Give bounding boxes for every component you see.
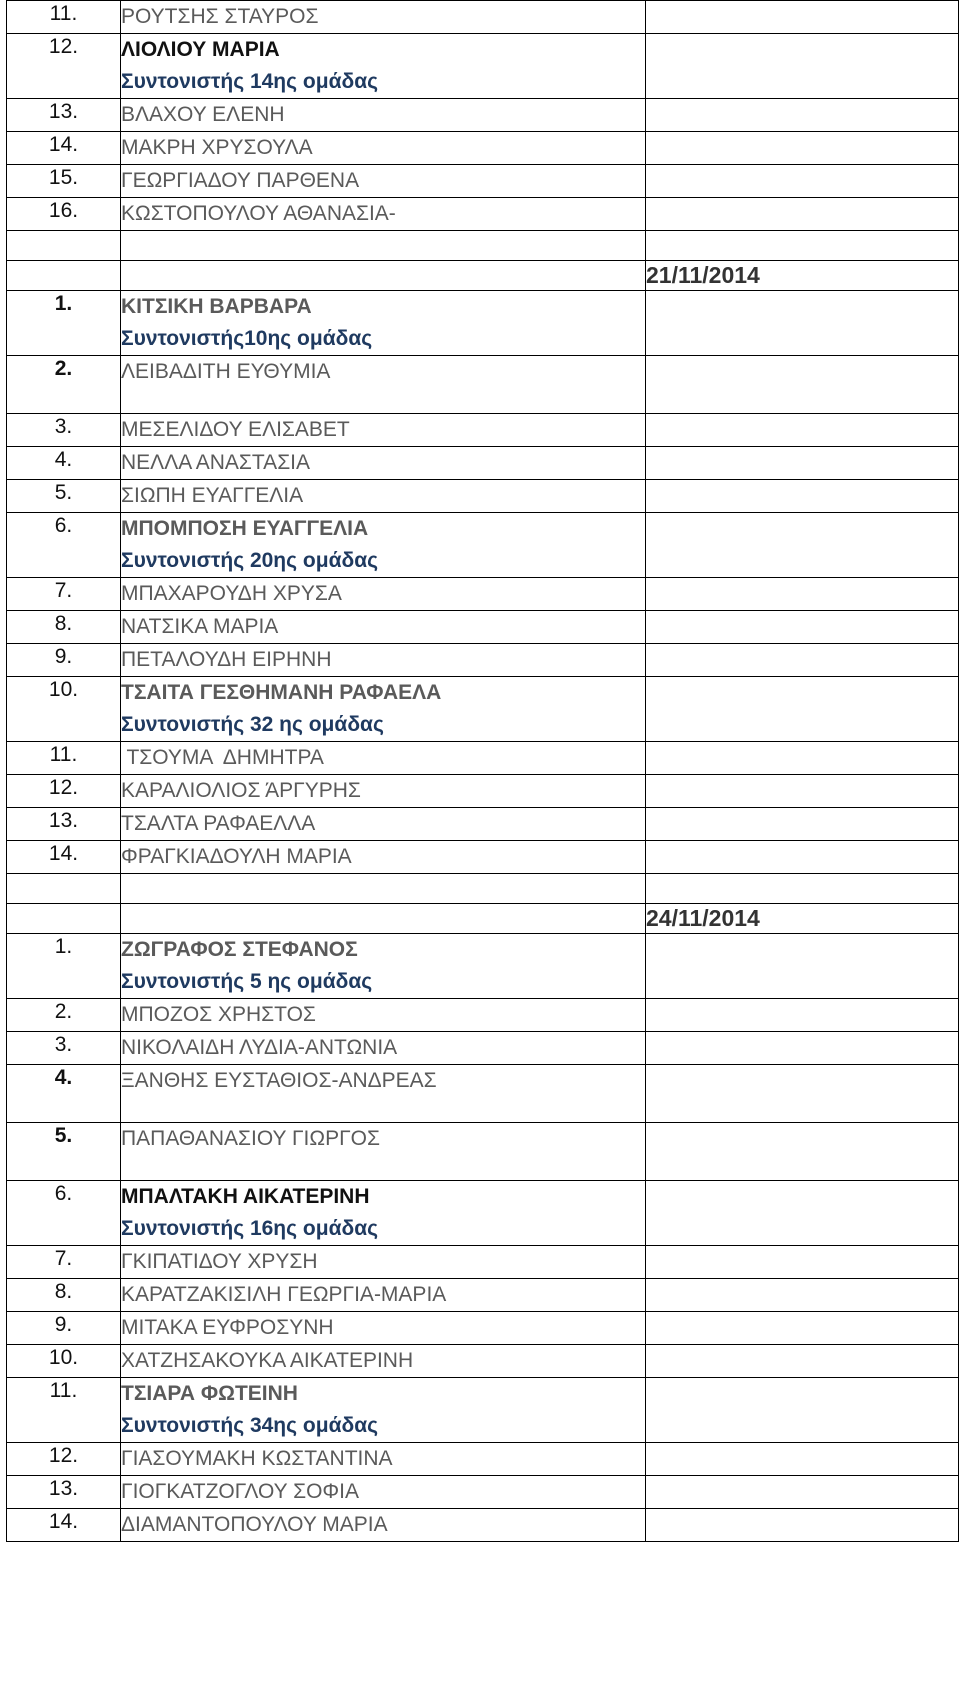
session-date: 21/11/2014 (646, 261, 959, 291)
date-cell (646, 1345, 959, 1378)
coordinator-label: Συντονιστής 20ης ομάδας (121, 549, 379, 572)
date-cell (646, 291, 959, 356)
table-row (7, 99, 959, 132)
row-number: 9. (7, 644, 121, 677)
coordinator-label: Συντονιστής 14ης ομάδας (121, 70, 379, 93)
table-row (7, 1312, 959, 1345)
date-cell (646, 1065, 959, 1123)
row-number: 7. (7, 1246, 121, 1279)
student-name: ΚΙΤΣΙΚΗ ΒΑΡΒΑΡΑ (121, 295, 312, 318)
table-row (7, 1443, 959, 1476)
row-number: 11. (7, 1378, 121, 1443)
row-number: 2. (7, 999, 121, 1032)
empty-cell (7, 231, 121, 261)
date-cell (646, 480, 959, 513)
row-number: 13. (7, 808, 121, 841)
session-date: 24/11/2014 (646, 904, 959, 934)
date-cell (646, 1032, 959, 1065)
student-name: ΤΣΟΥΜΑ ΔΗΜΗΤΡΑ (121, 746, 324, 769)
student-name: ΓΚΙΠΑΤΙΔΟΥ ΧΡΥΣΗ (121, 1250, 318, 1273)
row-number: 9. (7, 1312, 121, 1345)
table-row (7, 644, 959, 677)
row-number: 10. (7, 1345, 121, 1378)
date-cell (646, 1509, 959, 1542)
empty-cell (121, 231, 646, 261)
student-name: ΠΕΤΑΛΟΥΔΗ ΕΙΡΗΝΗ (121, 648, 332, 671)
date-cell (646, 1476, 959, 1509)
table-row (7, 513, 959, 578)
table-row (7, 1181, 959, 1246)
row-number: 13. (7, 99, 121, 132)
row-number: 8. (7, 611, 121, 644)
row-number: 11. (7, 1, 121, 34)
student-name: ΒΛΑΧΟΥ ΕΛΕΝΗ (121, 103, 285, 126)
row-number: 14. (7, 841, 121, 874)
table-row (7, 775, 959, 808)
table-row (7, 934, 959, 999)
row-number: 4. (7, 447, 121, 480)
table-row (7, 841, 959, 874)
table-row (7, 1345, 959, 1378)
row-number: 1. (7, 934, 121, 999)
student-name: ΜΠΟΜΠΟΣΗ ΕΥΑΓΓΕΛΙΑ (121, 517, 369, 540)
student-name: ΔΙΑΜΑΝΤΟΠΟΥΛΟΥ ΜΑΡΙΑ (121, 1513, 388, 1536)
spacer-row (7, 231, 959, 261)
student-list-table (6, 0, 959, 1542)
student-name: ΓΙΟΓΚΑΤΖΟΓΛΟΥ ΣΟΦΙΑ (121, 1480, 360, 1503)
table-row (7, 1246, 959, 1279)
empty-cell (7, 261, 121, 291)
row-number: 5. (7, 480, 121, 513)
date-cell (646, 841, 959, 874)
date-cell (646, 99, 959, 132)
student-name: ΣΙΩΠΗ ΕΥΑΓΓΕΛΙΑ (121, 484, 304, 507)
table-row (7, 611, 959, 644)
table-row (7, 165, 959, 198)
table-row (7, 291, 959, 356)
row-number: 13. (7, 1476, 121, 1509)
date-cell (646, 513, 959, 578)
empty-cell (121, 261, 646, 291)
student-name: ΤΣΑΛΤΑ ΡΑΦΑΕΛΛΑ (121, 812, 316, 835)
row-number: 5. (7, 1123, 121, 1181)
row-number: 14. (7, 1509, 121, 1542)
empty-cell (646, 874, 959, 904)
row-number: 8. (7, 1279, 121, 1312)
empty-cell (7, 904, 121, 934)
date-cell (646, 611, 959, 644)
date-cell (646, 198, 959, 231)
student-name: ΜΑΚΡΗ ΧΡΥΣΟΥΛΑ (121, 136, 313, 159)
date-cell (646, 775, 959, 808)
table-row (7, 414, 959, 447)
table-row (7, 447, 959, 480)
student-name: ΤΣΙΑΡΑ ΦΩΤΕΙΝΗ (121, 1382, 298, 1405)
table-row (7, 1279, 959, 1312)
row-number: 3. (7, 1032, 121, 1065)
row-number: 12. (7, 34, 121, 99)
student-name: ΝΙΚΟΛΑΙΔΗ ΛΥΔΙΑ-ΑΝΤΩΝΙΑ (121, 1036, 398, 1059)
student-name: ΜΕΣΕΛΙΔΟΥ ΕΛΙΣΑΒΕΤ (121, 418, 350, 441)
table-row (7, 1123, 959, 1181)
table-row (7, 1032, 959, 1065)
date-cell (646, 447, 959, 480)
row-number: 10. (7, 677, 121, 742)
date-cell (646, 578, 959, 611)
row-number: 7. (7, 578, 121, 611)
row-number: 11. (7, 742, 121, 775)
empty-cell (7, 874, 121, 904)
student-name: ΛΕΙΒΑΔΙΤΗ ΕΥΘΥΜΙΑ (121, 360, 331, 383)
row-number: 1. (7, 291, 121, 356)
table-row (7, 132, 959, 165)
student-name: ΖΩΓΡΑΦΟΣ ΣΤΕΦΑΝΟΣ (121, 938, 358, 961)
table-row (7, 1509, 959, 1542)
row-number: 12. (7, 1443, 121, 1476)
table-row (7, 578, 959, 611)
table-row (7, 34, 959, 99)
date-cell (646, 165, 959, 198)
date-cell (646, 1246, 959, 1279)
date-cell (646, 132, 959, 165)
coordinator-label: Συντονιστής10ης ομάδας (121, 327, 373, 350)
student-name: ΧΑΤΖΗΣΑΚΟΥΚΑ ΑΙΚΑΤΕΡΙΝΗ (121, 1349, 414, 1372)
coordinator-label: Συντονιστής 5 ης ομάδας (121, 970, 373, 993)
date-cell (646, 356, 959, 414)
date-cell (646, 1181, 959, 1246)
date-cell (646, 999, 959, 1032)
empty-cell (646, 231, 959, 261)
date-cell (646, 414, 959, 447)
row-number: 4. (7, 1065, 121, 1123)
student-name: ΜΠΟΖΟΣ ΧΡΗΣΤΟΣ (121, 1003, 316, 1026)
date-cell (646, 808, 959, 841)
coordinator-label: Συντονιστής 16ης ομάδας (121, 1217, 379, 1240)
date-cell (646, 1123, 959, 1181)
table-row (7, 198, 959, 231)
student-name: ΞΑΝΘΗΣ ΕΥΣΤΑΘΙΟΣ-ΑΝΔΡΕΑΣ (121, 1069, 437, 1092)
student-name: ΚΩΣΤΟΠΟΥΛΟΥ ΑΘΑΝΑΣΙΑ- (121, 202, 396, 225)
date-cell (646, 1, 959, 34)
table-row (7, 677, 959, 742)
student-name: ΝΑΤΣΙΚΑ ΜΑΡΙΑ (121, 615, 279, 638)
date-header-row (7, 261, 959, 291)
student-name: ΠΑΠΑΘΑΝΑΣΙΟΥ ΓΙΩΡΓΟΣ (121, 1127, 380, 1150)
student-name: ΚΑΡΑΤΖΑΚΙΣΙΛΗ ΓΕΩΡΓΙΑ-ΜΑΡΙΑ (121, 1283, 447, 1306)
student-name: ΛΙΟΛΙΟΥ ΜΑΡΙΑ (121, 38, 280, 61)
student-name: ΜΙΤΑΚΑ ΕΥΦΡΟΣΥΝΗ (121, 1316, 334, 1339)
student-name: ΝΕΛΛΑ ΑΝΑΣΤΑΣΙΑ (121, 451, 311, 474)
coordinator-label: Συντονιστής 34ης ομάδας (121, 1414, 379, 1437)
table-row (7, 480, 959, 513)
table-row (7, 1378, 959, 1443)
spacer-row (7, 874, 959, 904)
date-cell (646, 1312, 959, 1345)
date-cell (646, 677, 959, 742)
student-name: ΓΙΑΣΟΥΜΑΚΗ ΚΩΣΤΑΝΤΙΝΑ (121, 1447, 393, 1470)
date-cell (646, 1279, 959, 1312)
row-number: 14. (7, 132, 121, 165)
table-row (7, 1065, 959, 1123)
coordinator-label: Συντονιστής 32 ης ομάδας (121, 713, 384, 736)
student-name: ΚΑΡΑΛΙΟΛΙΟΣ ΆΡΓΥΡΗΣ (121, 779, 361, 802)
table-row (7, 999, 959, 1032)
student-name: ΦΡΑΓΚΙΑΔΟΥΛΗ ΜΑΡΙΑ (121, 845, 352, 868)
date-cell (646, 934, 959, 999)
student-name: ΡΟΥΤΣΗΣ ΣΤΑΥΡΟΣ (121, 5, 319, 28)
row-number: 15. (7, 165, 121, 198)
date-cell (646, 644, 959, 677)
date-cell (646, 742, 959, 775)
student-name: ΤΣΑΙΤΑ ΓΕΣΘΗΜΑΝΗ ΡΑΦΑΕΛΑ (121, 681, 442, 704)
date-header-row (7, 904, 959, 934)
empty-cell (121, 874, 646, 904)
date-cell (646, 34, 959, 99)
table-row (7, 808, 959, 841)
student-name: ΓΕΩΡΓΙΑΔΟΥ ΠΑΡΘΕΝΑ (121, 169, 360, 192)
row-number: 6. (7, 513, 121, 578)
date-cell (646, 1378, 959, 1443)
empty-cell (121, 904, 646, 934)
student-name: ΜΠΑΧΑΡΟΥΔΗ ΧΡΥΣΑ (121, 582, 342, 605)
row-number: 16. (7, 198, 121, 231)
table-row (7, 742, 959, 775)
row-number: 3. (7, 414, 121, 447)
row-number: 2. (7, 356, 121, 414)
student-name: ΜΠΑΛΤΑΚΗ ΑΙΚΑΤΕΡΙΝΗ (121, 1185, 370, 1208)
table-row (7, 1476, 959, 1509)
table-row (7, 356, 959, 414)
row-number: 12. (7, 775, 121, 808)
table-row (7, 1, 959, 34)
date-cell (646, 1443, 959, 1476)
row-number: 6. (7, 1181, 121, 1246)
